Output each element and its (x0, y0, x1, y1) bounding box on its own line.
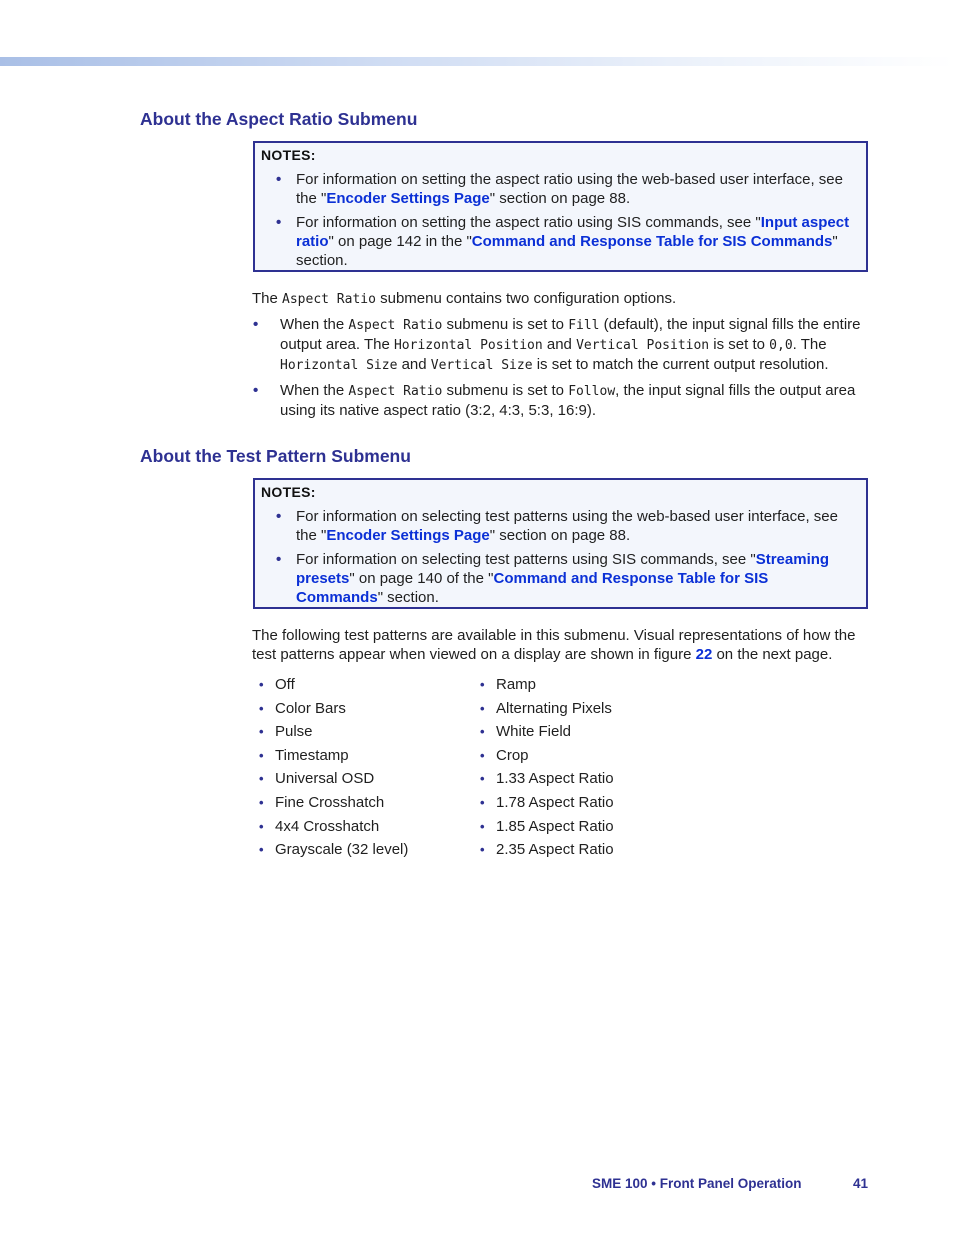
test-pattern-item: • Crop (480, 746, 529, 764)
test-pattern-item: • Timestamp (259, 746, 349, 764)
test-pattern-item: • 2.35 Aspect Ratio (480, 841, 614, 859)
bullet-icon: • (276, 171, 282, 188)
bullet-icon: • (259, 724, 264, 740)
test-pattern-item: • Alternating Pixels (480, 699, 612, 717)
section-heading-test-pattern: About the Test Pattern Submenu (140, 446, 411, 466)
page-number: 41 (853, 1176, 869, 1191)
bullet-icon: • (480, 700, 485, 716)
note-item: • For information on setting the aspect ratio using the web-based user interface, see the "Encoder Settings Page" section on page 88. (276, 171, 843, 207)
bullet-icon: • (259, 818, 264, 834)
link-encoder-settings-page[interactable]: Encoder Settings Page (326, 190, 490, 207)
bullet-icon: • (259, 794, 264, 810)
test-pattern-item: • 1.33 Aspect Ratio (480, 770, 614, 788)
notes-title: NOTES: (261, 484, 316, 500)
bullet-icon: • (480, 818, 485, 834)
bullet-icon: • (253, 316, 259, 333)
list-item: • When the Aspect Ratio submenu is set to Follow, the input signal fills the output area using its native aspect ratio (3:2, 4:3, 5:3, 16:9). (253, 382, 856, 419)
link-encoder-settings-page[interactable]: Encoder Settings Page (326, 527, 490, 544)
bullet-icon: • (480, 771, 485, 787)
bullet-icon: • (259, 771, 264, 787)
notes-box-aspect-ratio (253, 141, 868, 272)
aspect-ratio-intro: The Aspect Ratio submenu contains two configuration options. (252, 290, 677, 307)
bullet-icon: • (276, 551, 282, 568)
footer-title: SME 100 • Front Panel Operation (592, 1176, 802, 1191)
bullet-icon: • (480, 724, 485, 740)
aspect-ratio-options-list (252, 315, 874, 426)
section-heading-aspect-ratio: About the Aspect Ratio Submenu (140, 109, 418, 129)
bullet-icon: • (276, 214, 282, 231)
note-item: • For information on selecting test patterns using the web-based user interface, see the "Encoder Settings Page" section on page 88. (276, 508, 838, 544)
test-patterns-list-left (259, 675, 408, 864)
bullet-icon: • (480, 677, 485, 692)
test-pattern-item: • Universal OSD (259, 770, 375, 788)
test-pattern-item: • Color Bars (259, 699, 346, 717)
link-streaming-presets[interactable]: Streaming presets (296, 551, 830, 587)
test-patterns-list-right (480, 675, 614, 864)
bullet-icon: • (276, 508, 282, 525)
link-figure-22[interactable]: 22 (695, 646, 713, 663)
bullet-icon: • (480, 794, 485, 810)
test-pattern-item: • Off (259, 676, 295, 693)
list-item: • When the Aspect Ratio submenu is set to Fill (default), the input signal fills the entire output area. The Horizontal Position and Vertical Position is set to 0,0. The Horizontal Size and Vertical Size is set to match the current output resolution. (253, 316, 861, 373)
test-pattern-item: • 4x4 Crosshatch (259, 817, 380, 835)
bullet-icon: • (259, 700, 264, 716)
link-input-aspect-ratio[interactable]: Input aspect ratio (296, 214, 850, 250)
note-item: • For information on selecting test patterns using SIS commands, see "Streaming presets" on page 140 of the "Command and Response Table for SIS Commands" section. (276, 551, 830, 606)
bullet-icon: • (253, 382, 259, 399)
bullet-icon: • (480, 747, 485, 763)
header-gradient-bar (0, 57, 954, 66)
bullet-icon: • (480, 842, 485, 858)
test-pattern-intro: The following test patterns are available in this submenu. Visual representations of how the test patterns appear when viewed on a display are shown in figure 22 on the next page. (252, 627, 856, 663)
test-pattern-item: • White Field (480, 723, 572, 741)
note-item: • For information on setting the aspect ratio using SIS commands, see "Input aspect ratio" on page 142 in the "Command and Response Table for SIS Commands" section. (276, 214, 850, 269)
link-command-response-table[interactable]: Command and Response Table for SIS Commands (296, 570, 769, 606)
test-pattern-item: • Fine Crosshatch (259, 793, 385, 811)
bullet-icon: • (259, 677, 264, 692)
notes-box-test-pattern (253, 478, 868, 609)
test-pattern-item: • Pulse (259, 723, 313, 741)
bullet-icon: • (259, 842, 264, 858)
notes-title: NOTES: (261, 147, 316, 163)
test-pattern-item: • 1.78 Aspect Ratio (480, 793, 614, 811)
link-command-response-table[interactable]: Command and Response Table for SIS Commands (471, 233, 833, 250)
test-pattern-item: • Grayscale (32 level) (259, 841, 409, 859)
test-pattern-item: • 1.85 Aspect Ratio (480, 817, 614, 835)
bullet-icon: • (259, 747, 264, 763)
test-pattern-item: • Ramp (480, 676, 537, 693)
